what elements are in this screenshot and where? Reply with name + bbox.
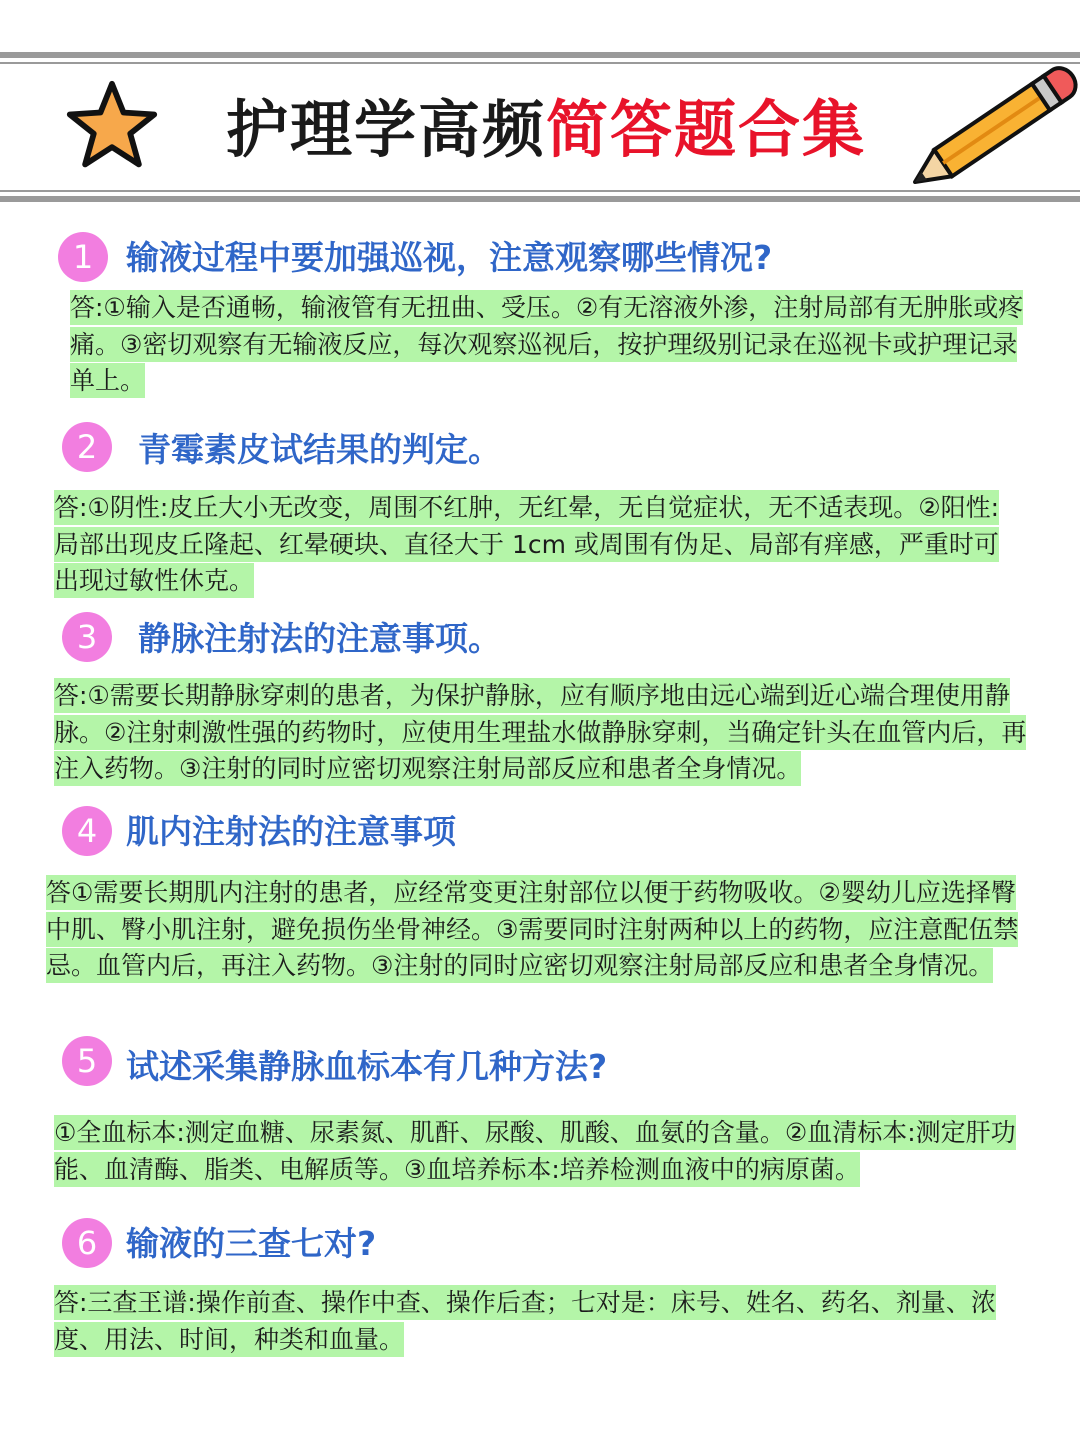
number-circle: 4 <box>62 806 112 856</box>
number-circle: 3 <box>62 612 112 662</box>
answer-text <box>54 1115 1029 1188</box>
question-title: 青霉素皮试结果的判定。 <box>138 430 501 469</box>
question-title: 试述采集静脉血标本有几种方法? <box>126 1047 608 1086</box>
answer-text <box>46 875 1040 985</box>
answer-text <box>54 490 1022 600</box>
page-title <box>226 90 866 170</box>
answer-highlight: ①全血标本:测定血糖、尿素氮、肌酐、尿酸、肌酸、血氨的含量。②血清标本:测定肝功能、血清酶、脂类、电解质等。③血培养标本:培养检测血液中的病原菌。 <box>54 1115 1016 1187</box>
title-black-part: 护理学高频 <box>226 93 547 166</box>
header-bottom-rule <box>0 196 1080 202</box>
pencil-icon <box>905 60 1080 194</box>
number-circle: 1 <box>58 232 108 282</box>
number-circle: 6 <box>62 1218 112 1268</box>
answer-text <box>70 290 1025 400</box>
title-red-part: 简答题合集 <box>546 93 867 166</box>
answer-highlight: 答:三查玊谱:操作前查、操作中查、操作后查；七对是：床号、姓名、药名、剂量、浓度、用法、时间，种类和血量。 <box>54 1285 996 1357</box>
page-header <box>0 60 1080 196</box>
question-title: 静脉注射法的注意事项。 <box>138 619 501 658</box>
question-title: 肌内注射法的注意事项 <box>126 812 456 851</box>
star-icon <box>64 78 160 178</box>
number-circle: 2 <box>62 422 112 472</box>
answer-highlight: 答:①需要长期静脉穿刺的患者，为保护静脉，应有顺序地由远心端到近心端合理使用静脉。②注射刺激性强的药物时，应使用生理盐水做静脉穿刺，当确定针头在血管内后，再注入药物。③注射的同时应密切观察注射局部反应和患者全身情况。 <box>54 678 1026 786</box>
question-title: 输液过程中要加强巡视，注意观察哪些情况? <box>126 238 773 277</box>
answer-highlight: 答:①阴性:皮丘大小无改变，周围不红肿，无红晕，无自觉症状，无不适表现。②阳性:局部出现皮丘隆起、红晕硬块、直径大于 1cm 或周围有伪足、局部有痒感，严重时可出现过敏性休克。 <box>54 490 999 598</box>
question-title: 输液的三查七对? <box>126 1224 377 1263</box>
answer-text <box>54 678 1044 788</box>
header-top-rule <box>0 52 1080 58</box>
answer-text <box>54 1285 1029 1358</box>
answer-highlight: 答①需要长期肌内注射的患者，应经常变更注射部位以便于药物吸收。②婴幼儿应选择臀中肌、臀小肌注射，避免损伤坐骨神经。③需要同时注射两种以上的药物，应注意配伍禁忌。血管内后，再注入药物。③注射的同时应密切观察注射局部反应和患者全身情况。 <box>46 875 1018 983</box>
answer-highlight: 答:①输入是否通畅，输液管有无扭曲、受压。②有无溶液外渗，注射局部有无肿胀或疼痛。③密切观察有无输液反应，每次观察巡视后，按护理级别记录在巡视卡或护理记录单上。 <box>70 290 1023 398</box>
number-circle: 5 <box>62 1036 112 1086</box>
